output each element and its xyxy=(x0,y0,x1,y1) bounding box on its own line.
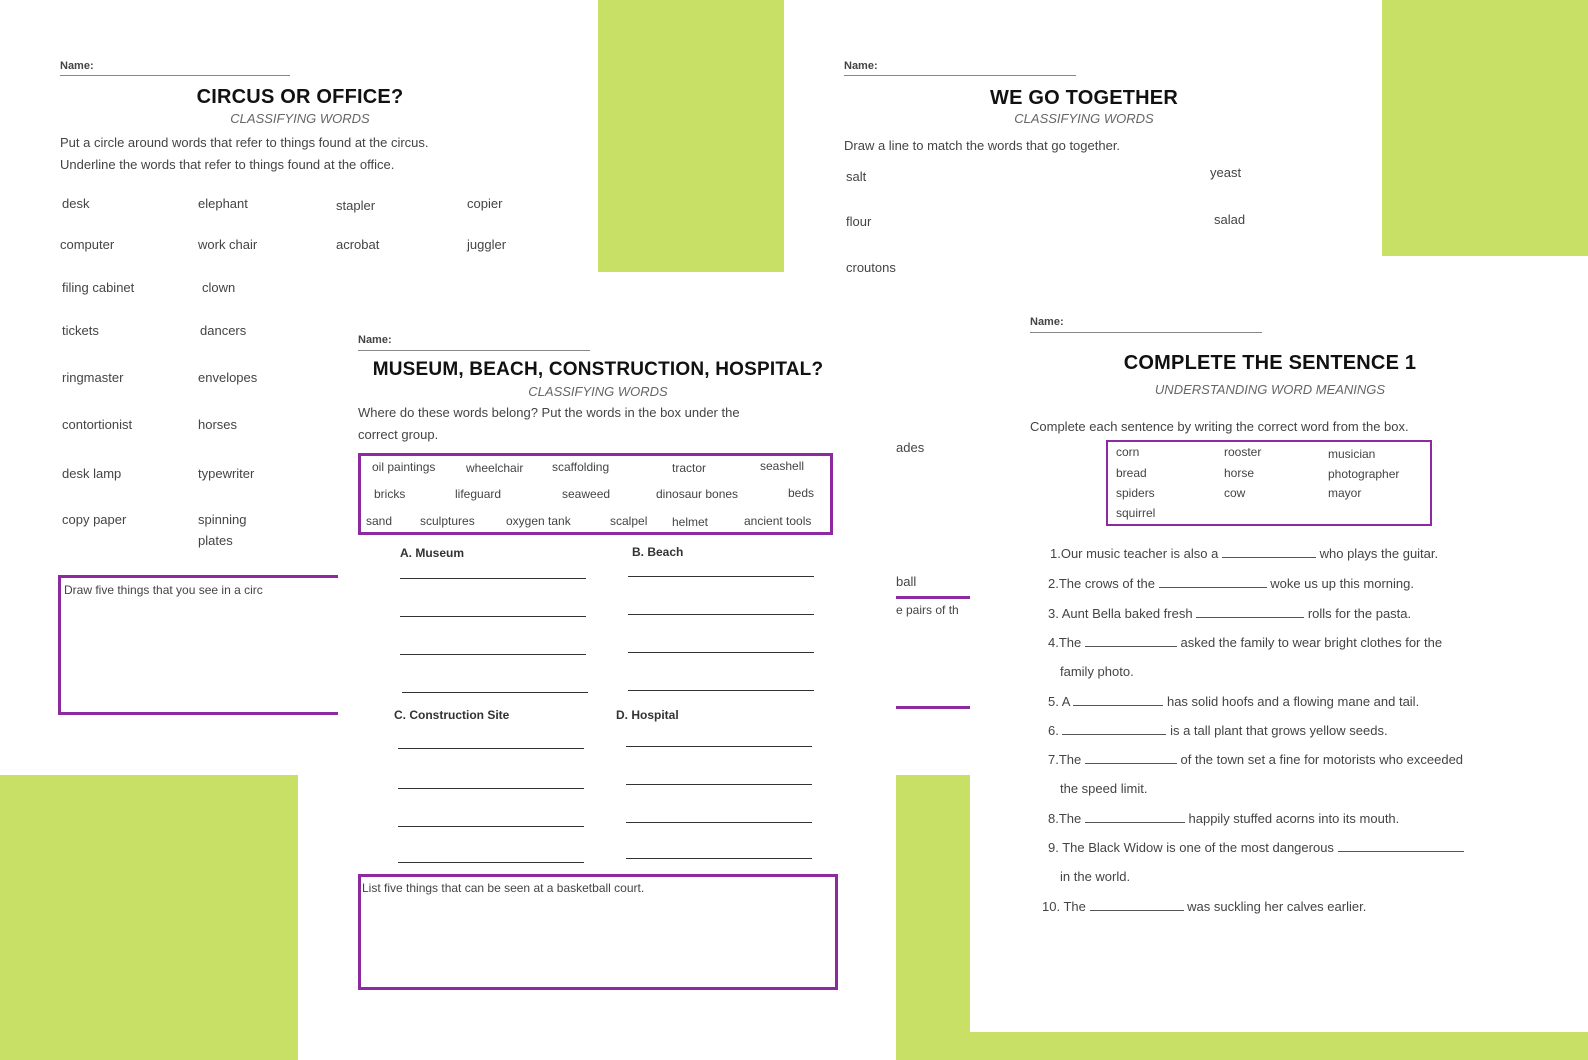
answer-line[interactable] xyxy=(628,652,814,653)
sentence: 7.The of the town set a fine for motorists who exceeded xyxy=(1048,752,1464,767)
group-label-beach: B. Beach xyxy=(632,545,684,559)
word-item: spinning xyxy=(198,512,247,527)
name-line xyxy=(844,75,1076,76)
match-left-word: salt xyxy=(846,169,867,184)
answer-line[interactable] xyxy=(626,858,812,859)
word-bank-item: oil paintings xyxy=(372,460,436,474)
match-left-word: flour xyxy=(846,214,872,229)
word-bank-item: rooster xyxy=(1224,445,1262,459)
instruction: Draw a line to match the words that go together. xyxy=(844,138,1121,153)
group-label-construction-site: C. Construction Site xyxy=(394,708,510,722)
word-item: filing cabinet xyxy=(62,280,135,295)
drawing-box-prompt: Draw five things that you see in a circ xyxy=(64,583,263,597)
page-title: COMPLETE THE SENTENCE 1 xyxy=(1123,352,1417,374)
word-item: dancers xyxy=(200,323,247,338)
partial-word: ades xyxy=(896,440,925,455)
word-bank-item: ancient tools xyxy=(744,514,812,528)
answer-line[interactable] xyxy=(400,616,586,617)
answer-line[interactable] xyxy=(626,746,812,747)
answer-line[interactable] xyxy=(402,692,588,693)
match-right-word: salad xyxy=(1214,212,1246,227)
word-bank-item: photographer xyxy=(1328,467,1400,481)
word-bank-item: beds xyxy=(788,486,815,500)
instruction: Complete each sentence by writing the correct word from the box. xyxy=(1030,419,1409,434)
word-item: typewriter xyxy=(198,466,255,481)
word-item: tickets xyxy=(62,323,99,338)
match-left-word: croutons xyxy=(846,260,896,275)
word-bank-item: bread xyxy=(1116,466,1147,480)
sentence: 6. is a tall plant that grows yellow seeds. xyxy=(1048,723,1388,738)
sentence: 2.The crows of the woke us up this morning. xyxy=(1048,576,1414,591)
sentence: 8.The happily stuffed acorns into its mouth. xyxy=(1048,811,1400,826)
word-bank-item: dinosaur bones xyxy=(656,487,739,501)
answer-line[interactable] xyxy=(628,690,814,691)
answer-blank[interactable] xyxy=(1196,607,1304,618)
purple-rule xyxy=(896,706,970,709)
name-label: Name: xyxy=(1030,316,1064,328)
word-item: desk xyxy=(62,196,90,211)
name-line xyxy=(60,75,290,76)
answer-blank[interactable] xyxy=(1090,900,1184,911)
word-item: elephant xyxy=(198,196,248,211)
answer-line[interactable] xyxy=(398,862,584,863)
word-bank-item: musician xyxy=(1328,447,1376,461)
answer-blank[interactable] xyxy=(1159,577,1267,588)
answer-blank[interactable] xyxy=(1085,636,1177,647)
instruction-line-2: correct group. xyxy=(358,427,439,442)
word-bank-item: scaffolding xyxy=(552,460,610,474)
sentence: 3. Aunt Bella baked fresh rolls for the pasta. xyxy=(1048,606,1412,621)
answer-line[interactable] xyxy=(628,614,814,615)
sentence-continued: in the world. xyxy=(1060,869,1131,884)
word-item: envelopes xyxy=(198,370,258,385)
name-label: Name: xyxy=(358,334,392,346)
sentence-continued: the speed limit. xyxy=(1060,781,1148,796)
word-bank-item: cow xyxy=(1224,486,1246,500)
answer-line[interactable] xyxy=(400,578,586,579)
instruction-line-1: Where do these words belong? Put the words in the box under the xyxy=(358,405,740,420)
name-label: Name: xyxy=(60,60,94,72)
page-subtitle: CLASSIFYING WORDS xyxy=(1014,111,1154,126)
word-item: clown xyxy=(202,280,236,295)
page-subtitle: CLASSIFYING WORDS xyxy=(528,384,668,399)
word-bank-item: sand xyxy=(366,514,393,528)
answer-blank[interactable] xyxy=(1062,724,1166,735)
word-item: copy paper xyxy=(62,512,127,527)
answer-line[interactable] xyxy=(398,788,584,789)
worksheet-complete-the-sentence xyxy=(970,296,1588,1032)
word-bank-item: squirrel xyxy=(1116,506,1156,520)
page-title: WE GO TOGETHER xyxy=(990,87,1178,109)
word-item: plates xyxy=(198,533,233,548)
page-title: MUSEUM, BEACH, CONSTRUCTION, HOSPITAL? xyxy=(372,359,824,380)
writing-box-prompt: List five things that can be seen at a basketball court. xyxy=(362,881,645,895)
word-item: horses xyxy=(198,417,238,432)
sentence: 5. A has solid hoofs and a flowing mane and tail. xyxy=(1048,694,1420,709)
name-line xyxy=(358,350,590,351)
sentence: 4.The asked the family to wear bright clothes for the xyxy=(1048,635,1443,650)
word-bank-item: sculptures xyxy=(420,514,475,528)
green-block-bottom-left xyxy=(0,775,298,1060)
word-item: ringmaster xyxy=(62,370,124,385)
word-bank-item: lifeguard xyxy=(455,487,502,501)
word-item: juggler xyxy=(467,237,507,252)
word-item: stapler xyxy=(336,198,376,213)
sentence: 10. The was suckling her calves earlier. xyxy=(1042,899,1367,914)
name-label: Name: xyxy=(844,60,878,72)
page-subtitle: UNDERSTANDING WORD MEANINGS xyxy=(1154,382,1386,397)
word-bank-item: mayor xyxy=(1328,486,1362,500)
word-bank-item: scalpel xyxy=(610,514,648,528)
match-right-word: yeast xyxy=(1210,165,1242,180)
word-item: work chair xyxy=(198,237,258,252)
word-bank-item: spiders xyxy=(1116,486,1155,500)
answer-line[interactable] xyxy=(626,784,812,785)
answer-blank[interactable] xyxy=(1222,547,1316,558)
page-subtitle: CLASSIFYING WORDS xyxy=(230,111,370,126)
word-bank-item: tractor xyxy=(672,461,707,475)
answer-blank[interactable] xyxy=(1085,812,1185,823)
answer-blank[interactable] xyxy=(1085,753,1177,764)
answer-line[interactable] xyxy=(398,748,584,749)
word-item: desk lamp xyxy=(62,466,122,481)
word-bank-item: oxygen tank xyxy=(506,514,571,528)
instruction-line-1: Put a circle around words that refer to things found at the circus. xyxy=(60,135,429,150)
green-block-top-right xyxy=(1382,0,1588,256)
name-line xyxy=(1030,332,1262,333)
answer-blank[interactable] xyxy=(1073,695,1163,706)
word-item: acrobat xyxy=(336,237,380,252)
page-title: CIRCUS OR OFFICE? xyxy=(196,86,404,108)
answer-blank[interactable] xyxy=(1338,841,1464,852)
word-item: copier xyxy=(467,196,503,211)
word-bank-item: seaweed xyxy=(562,487,611,501)
word-bank-item: seashell xyxy=(760,459,805,473)
answer-line[interactable] xyxy=(398,826,584,827)
answer-line[interactable] xyxy=(400,654,586,655)
group-label-hospital: D. Hospital xyxy=(616,708,679,722)
word-bank-item: bricks xyxy=(374,487,406,501)
word-bank-item: corn xyxy=(1116,445,1140,459)
instruction-line-2: Underline the words that refer to things found at the office. xyxy=(60,157,395,172)
word-bank-item: horse xyxy=(1224,466,1255,480)
answer-line[interactable] xyxy=(628,576,814,577)
word-bank-item: helmet xyxy=(672,515,709,529)
purple-rule xyxy=(896,596,970,599)
word-item: computer xyxy=(60,237,115,252)
answer-line[interactable] xyxy=(626,822,812,823)
word-item: contortionist xyxy=(62,417,133,432)
group-label-museum: A. Museum xyxy=(400,546,465,560)
partial-word: e pairs of th xyxy=(896,603,959,617)
sentence: 9. The Black Widow is one of the most dangerous xyxy=(1048,840,1464,855)
partial-word: ball xyxy=(896,574,917,589)
sentence: 1.Our music teacher is also a who plays the guitar. xyxy=(1050,546,1439,561)
word-bank-item: wheelchair xyxy=(466,461,524,475)
worksheet-museum-beach-construction-hospital xyxy=(340,316,896,1060)
sentence-continued: family photo. xyxy=(1060,664,1134,679)
green-block-top-center xyxy=(598,0,784,272)
